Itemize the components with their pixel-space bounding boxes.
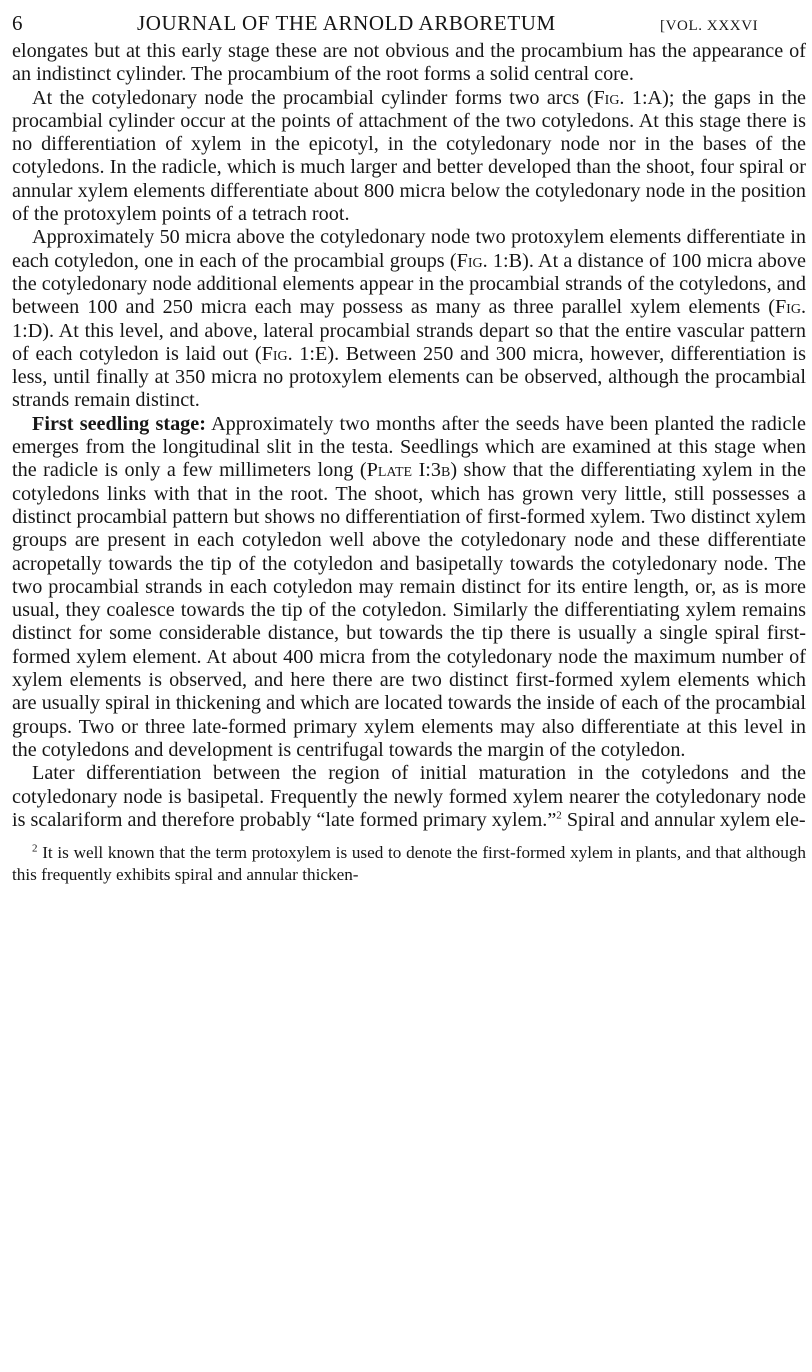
paragraph-later-differentiation: Later differentiation between the region of initial maturation in the cotyledons and the cotyledonary node is basipetal. Frequently the newly formed xylem nearer the cotyledonary node is scalariform and therefore probably “late formed primary xylem.”$^2$ Spiral and annular xylem ele- bbox=[12, 762, 806, 831]
journal-page bbox=[12, 8, 806, 885]
footnote-text: It is well known that the term protoxylem is used to denote the first-formed xylem in plants, and that although this frequently exhibits spiral and annular thicken- bbox=[12, 843, 806, 884]
figure-reference: Fig. 1:A bbox=[593, 86, 663, 109]
volume-label: [VOL. XXXVI bbox=[660, 18, 759, 34]
paragraph-cotyledonary-node: At the cotyledonary node the procambial cylinder forms two arcs (Fig. 1:A); the gaps in the procambial cylinder occur at the points of attachment of the two cotyledons. At this stage there is no differentiation of xylem in the epicotyl, in the cotyledonary node nor in the bases of the cotyledons. In the radicle, which is much larger and better developed than the shoot, four spiral or annular xylem elements differentiate about 800 micra below the cotyledonary node in the position of the protoxylem points of a tetrach root. bbox=[12, 86, 806, 226]
section-heading: First seedling stage: bbox=[32, 412, 206, 435]
footnote bbox=[12, 842, 806, 885]
footnote-marker: 2 bbox=[556, 809, 562, 822]
journal-title: JOURNAL OF THE ARNOLD ARBORETUM bbox=[137, 11, 556, 35]
figure-reference: Fig. 1:E bbox=[261, 342, 328, 365]
figure-reference: Fig. 1:B bbox=[456, 249, 523, 272]
footnote-number: 2 bbox=[32, 842, 38, 855]
paragraph-continuation: elongates but at this early stage these are not obvious and the procambium has the appearance of an indistinct cylinder. The procambium of the root forms a solid central core. bbox=[12, 40, 806, 86]
figure-reference: Fig. 1:D bbox=[12, 296, 806, 342]
running-head bbox=[12, 8, 806, 38]
article-body bbox=[12, 40, 806, 832]
paragraph-first-seedling-stage: First seedling stage: Approximately two months after the seeds have been planted the radicle emerges from the longitudinal slit in the testa. Seedlings which are examined at this stage when the radicle is only a few millimeters long (Plate I:3b) show that the differentiating xylem in the cotyledons links with that in the root. The shoot, which has grown very little, still possesses a distinct procambial pattern but shows no differentiation of first-formed xylem. Two distinct xylem groups are present in each cotyledon well above the cotyledonary node and these differentiate acropetally towards the tip of the cotyledon and basipetally towards the cotyledonary node. The two procambial strands in each cotyledon may remain distinct for its entire length, or, as is more usual, they coalesce towards the tip of the cotyledon. Similarly the differentiating xylem remains distinct for some considerable distance, but towards the tip there is usually a single spiral first-formed xylem element. At about 400 micra from the cotyledonary node the maximum number of xylem elements is observed, and here there are two distinct first-formed xylem elements which are usually spiral in thickening and which are located towards the inside of each of the procambial groups. Two or three late-formed primary xylem elements may also differentiate at this level in the cotyledons and development is centrifugal towards the margin of the cotyledon. bbox=[12, 412, 806, 761]
plate-reference: Plate I:3b bbox=[366, 459, 451, 482]
page-number: 6 bbox=[12, 11, 23, 35]
paragraph-protoxylem: Approximately 50 micra above the cotyledonary node two protoxylem elements differentiate in each cotyledon, one in each of the procambial groups (Fig. 1:B). At a distance of 100 micra above the cotyledonary node additional elements appear in the procambial strands of the cotyledons, and between 100 and 250 micra each may possess as many as three parallel xylem elements (Fig. 1:D). At this level, and above, lateral procambial strands depart so that the entire vascular pattern of each cotyledon is laid out (Fig. 1:E). Between 250 and 300 micra, however, differentiation is less, until finally at 350 micra no protoxylem elements can be observed, although the procambial strands remain distinct. bbox=[12, 226, 807, 412]
